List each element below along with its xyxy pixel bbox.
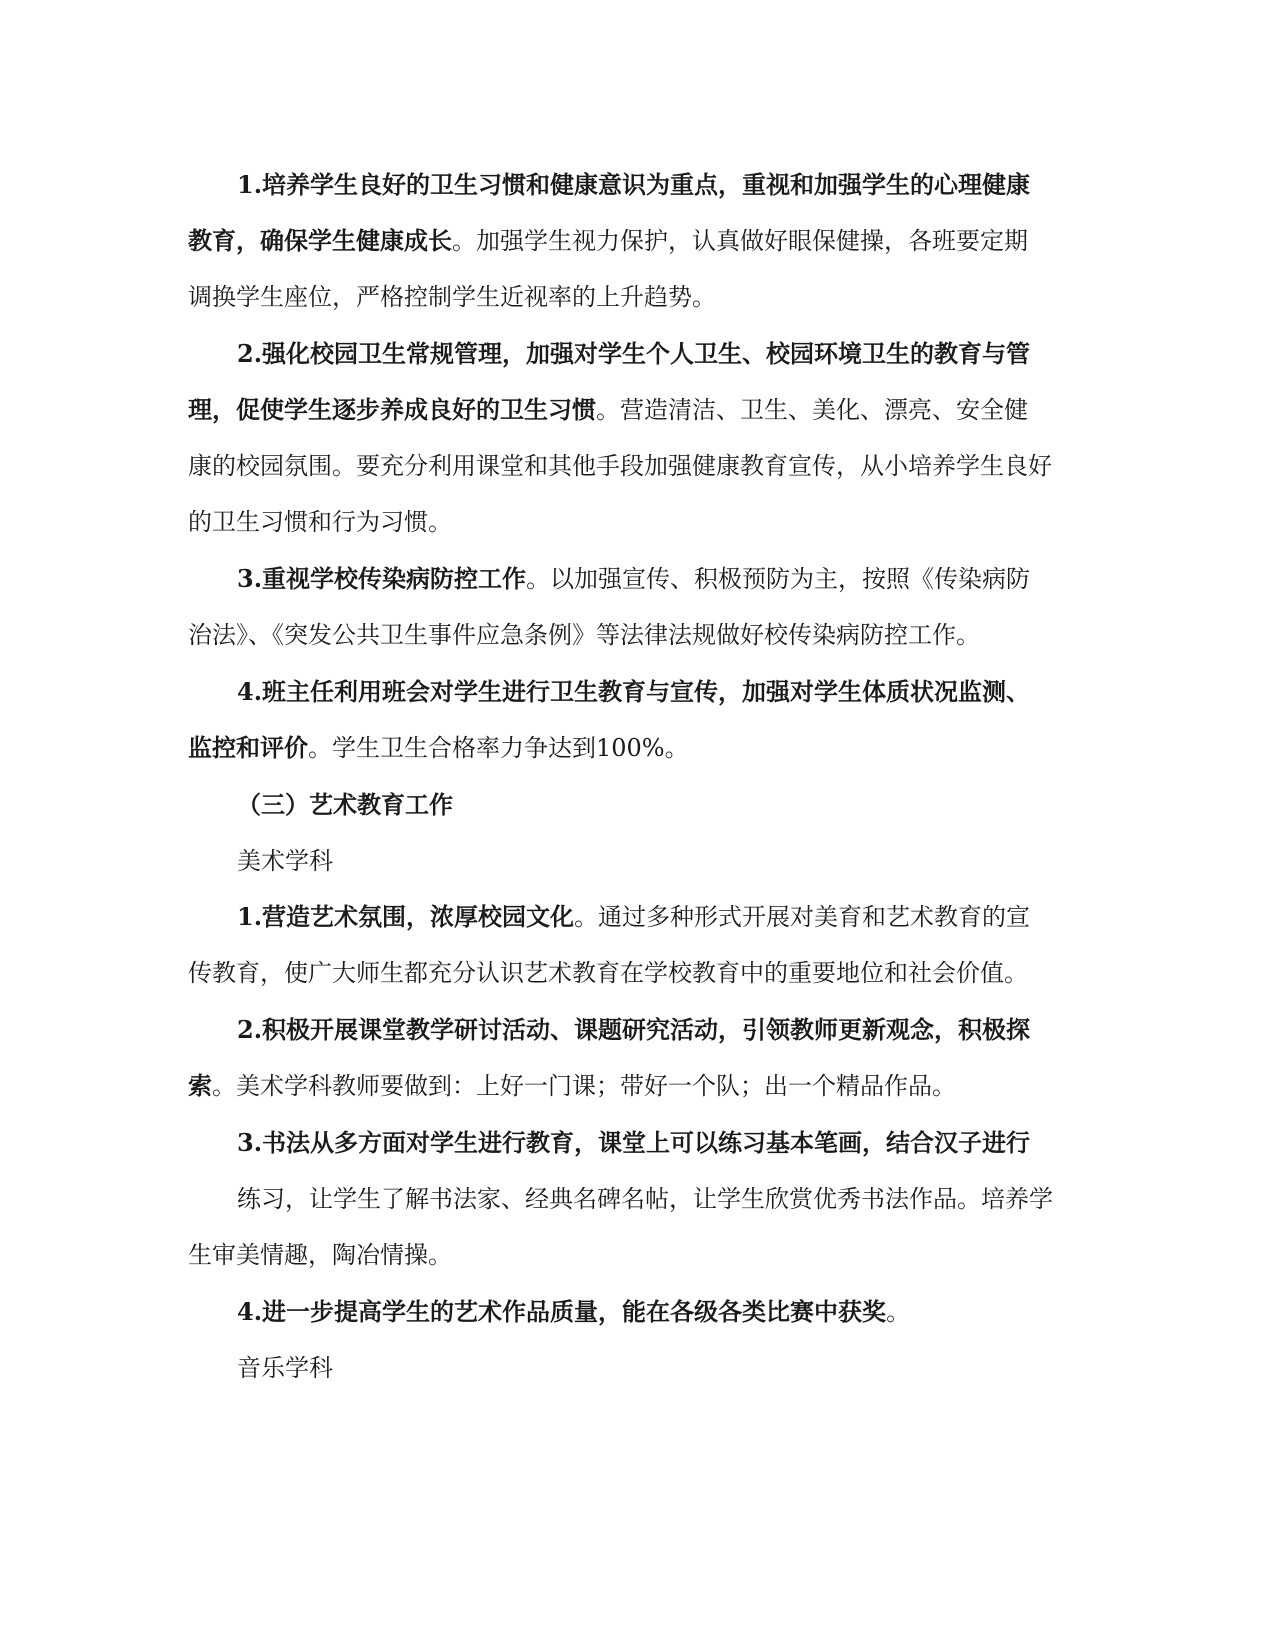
fine-arts-item-1-line-1 <box>237 902 1137 932</box>
subject-heading-fine-arts <box>237 846 1137 876</box>
health-item-1-line-1 <box>237 170 1137 200</box>
fine-arts-item-4-line-1 <box>237 1297 1137 1327</box>
health-item-1-bold-b: 教育，确保学生健康成长 <box>188 226 452 255</box>
health-item-2-text-d: 的卫生习惯和行为习惯。 <box>188 508 452 536</box>
fine-arts-item-1-text-b: 传教育，使广大师生都充分认识艺术教育在学校教育中的重要地位和社会价值。 <box>188 959 1028 987</box>
health-item-3-line-2 <box>188 620 1088 650</box>
health-item-4-bold-a: 4.班主任利用班会对学生进行卫生教育与宣传，加强对学生体质状况监测、 <box>237 677 1031 706</box>
health-item-1-text-b: 。加强学生视力保护，认真做好眼保健操，各班要定期 <box>452 227 1028 255</box>
section-heading-art-education <box>237 790 1137 820</box>
health-item-3-line-1 <box>237 564 1137 594</box>
fine-arts-item-1-bold-a: 1.营造艺术氛围，浓厚校园文化 <box>237 902 575 931</box>
health-item-4-line-1 <box>237 677 1137 707</box>
fine-arts-item-4-text-a: 。 <box>886 1298 911 1326</box>
health-item-2-line-2 <box>188 395 1088 425</box>
fine-arts-item-3-line-1 <box>237 1128 1137 1158</box>
health-item-1-text-c: 调换学生座位，严格控制学生近视率的上升趋势。 <box>188 283 716 311</box>
fine-arts-item-3-text-c: 生审美情趣，陶冶情操。 <box>188 1241 452 1269</box>
health-item-2-line-4 <box>188 507 1088 537</box>
art-heading-text: （三）艺术教育工作 <box>237 790 453 819</box>
fine-arts-item-1-text-a: 。通过多种形式开展对美育和艺术教育的宣 <box>574 903 1031 931</box>
health-item-2-text-b: 。营造清洁、卫生、美化、漂亮、安全健 <box>596 396 1028 424</box>
fine-arts-heading-text: 美术学科 <box>237 847 333 875</box>
fine-arts-item-2-text-b: 。美术学科教师要做到：上好一门课；带好一个队；出一个精品作品。 <box>212 1072 956 1100</box>
health-item-3-text-a: 。以加强宣传、积极预防为主，按照《传染病防 <box>526 565 1031 593</box>
health-item-4-line-2 <box>188 733 1088 763</box>
fine-arts-item-3-line-3 <box>188 1240 1088 1270</box>
health-item-2-bold-a: 2.强化校园卫生常规管理，加强对学生个人卫生、校园环境卫生的教育与管 <box>237 339 1031 368</box>
health-item-1-line-2 <box>188 226 1088 256</box>
fine-arts-item-4-bold-a: 4.进一步提高学生的艺术作品质量，能在各级各类比赛中获奖 <box>237 1297 887 1326</box>
health-item-4-text-b: 。学生卫生合格率力争达到100%。 <box>308 734 689 762</box>
health-item-1-line-3 <box>188 282 1088 312</box>
health-item-2-bold-b: 理，促使学生逐步养成良好的卫生习惯 <box>188 395 596 424</box>
fine-arts-item-3-line-2 <box>237 1184 1137 1214</box>
health-item-2-text-c: 康的校园氛围。要充分利用课堂和其他手段加强健康教育宣传，从小培养学生良好 <box>188 452 1052 480</box>
fine-arts-item-2-line-2 <box>188 1071 1088 1101</box>
subject-heading-music <box>237 1353 1137 1383</box>
music-heading-text: 音乐学科 <box>237 1354 333 1382</box>
fine-arts-item-1-line-2 <box>188 958 1088 988</box>
health-item-1-bold-a: 1.培养学生良好的卫生习惯和健康意识为重点，重视和加强学生的心理健康 <box>237 170 1031 199</box>
fine-arts-item-3-bold-a: 3.书法从多方面对学生进行教育，课堂上可以练习基本笔画，结合汉子进行 <box>237 1128 1031 1157</box>
fine-arts-item-2-line-1 <box>237 1015 1137 1045</box>
fine-arts-item-2-bold-a: 2.积极开展课堂教学研讨活动、课题研究活动，引领教师更新观念，积极探 <box>237 1015 1031 1044</box>
fine-arts-item-3-text-b: 练习，让学生了解书法家、经典名碑名帖，让学生欣赏优秀书法作品。培养学 <box>237 1185 1053 1213</box>
fine-arts-item-2-bold-b: 索 <box>188 1071 212 1100</box>
health-item-3-text-b: 治法》、《突发公共卫生事件应急条例》等法律法规做好校传染病防控工作。 <box>188 621 980 649</box>
health-item-2-line-1 <box>237 339 1137 369</box>
health-item-2-line-3 <box>188 451 1088 481</box>
health-item-4-bold-b: 监控和评价 <box>188 733 308 762</box>
health-item-3-bold-a: 3.重视学校传染病防控工作 <box>237 564 527 593</box>
